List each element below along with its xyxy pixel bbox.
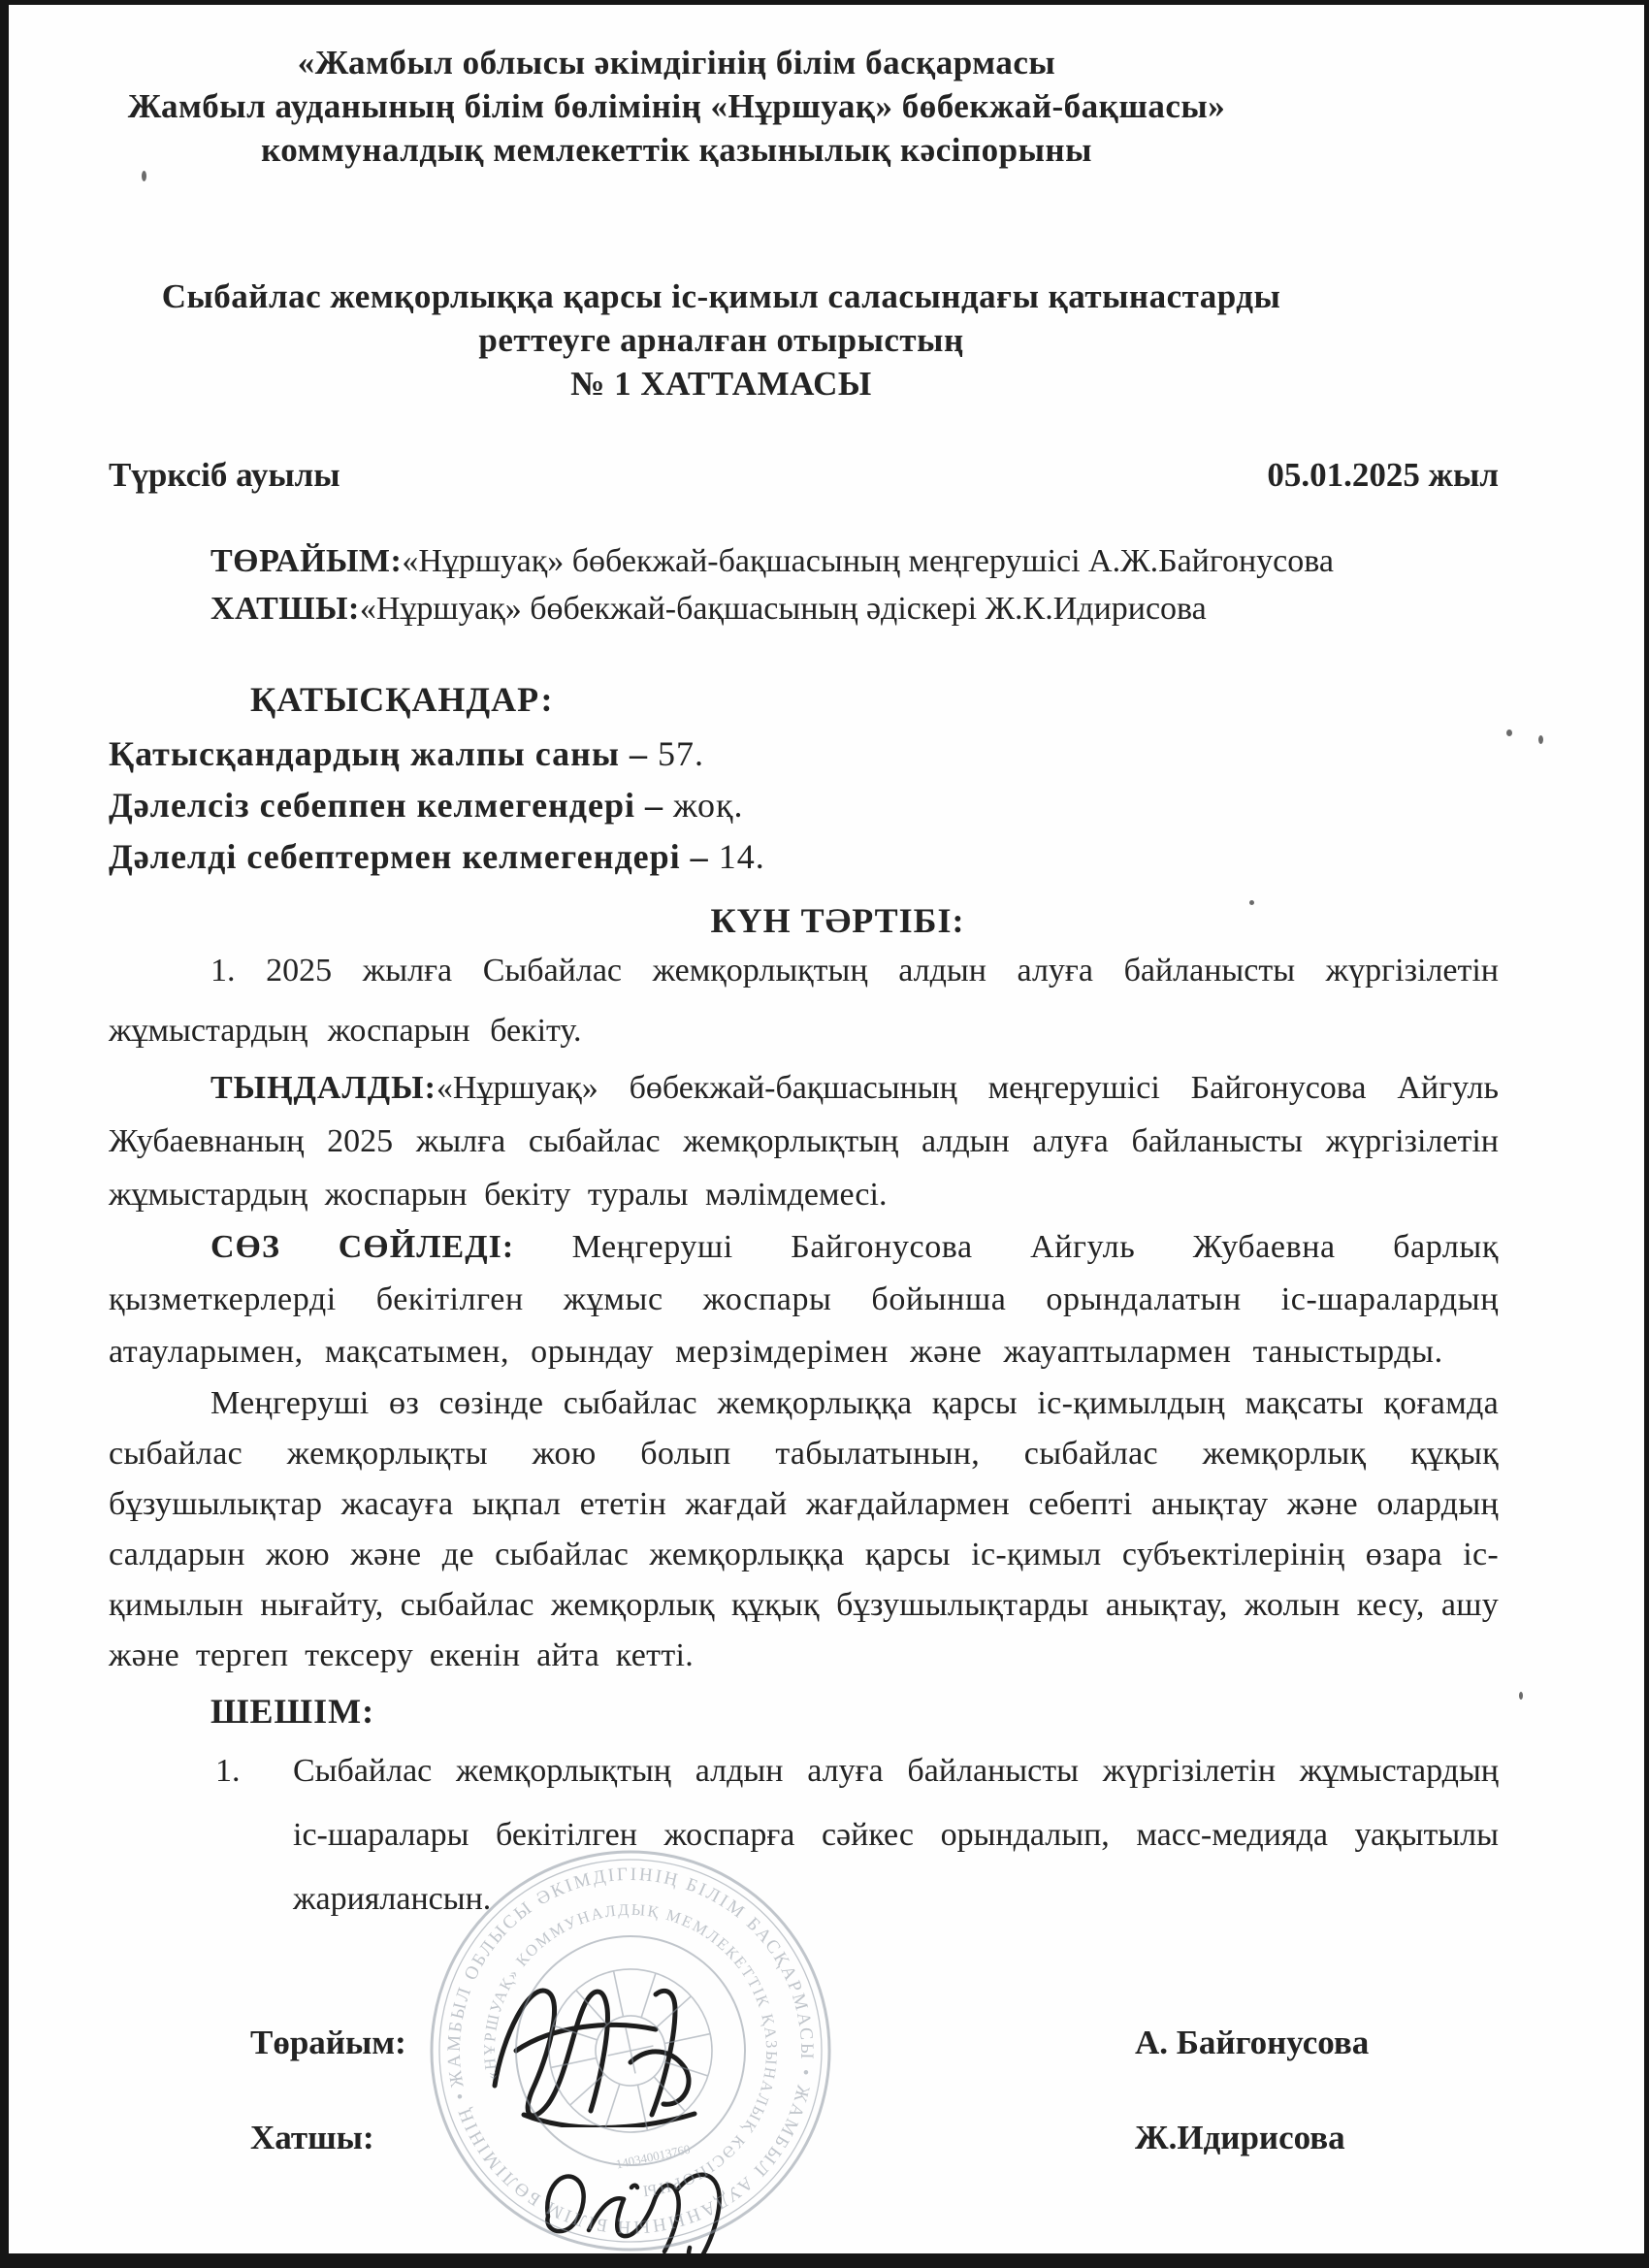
participants-total-row (109, 729, 1499, 780)
scan-edge-bottom (0, 2253, 1649, 2268)
heard-label: ТЫҢДАЛДЫ: (210, 1070, 436, 1106)
scan-artifact (1249, 900, 1254, 905)
chair-row (210, 537, 1499, 585)
title-line: № 1 ХАТТАМАСЫ (570, 365, 872, 403)
chair-label: ТӨРАЙЫМ: (210, 543, 403, 579)
title-line: реттеуге арналған отырыстың (478, 321, 964, 359)
secretary-row (210, 585, 1499, 632)
scan-edge-top (0, 0, 1649, 5)
secretary-sign-name: Ж.Идирисова (1135, 2119, 1345, 2156)
secretary-label: ХАТШЫ: (210, 591, 360, 627)
spoke-paragraph-2: Меңгеруші өз сөзінде сыбайлас жемқорлыққа қарсы іс-қимылдың мақсаты қоғамда сыбайлас жемқорлықты жою болып табылатынын, сыбайлас жемқорлық құқық бұзушылықтар жасауға ықпал ететін жағдай жағдайлармен себепті анықтау және олардың салдарын жою және де сыбайлас жемқорлыққа қарсы іс-қимыл субъектілерінің өзара іс-қимылын нығайту, сыбайлас жемқорлық құқық бұзушылықтарды анықтау, жолын кесу, ашу және тергеп тексеру екенін айта кетті. (109, 1385, 1499, 1673)
participant-value: 57. (657, 734, 704, 773)
secretary-signature-scribble (529, 2147, 761, 2263)
officials-block (109, 537, 1499, 632)
spoke-text: Меңгеруші Байгонусова Айгуль Жубаевна барлық қызметкерлерді бекітілген жұмыс жоспары бойынша орындалатын іс-шаралардың атауларымен, мақсатымен, орындау мерзімдерімен және жауаптылармен таныстырды. (109, 1229, 1499, 1370)
spoke-paragraph (109, 1221, 1499, 1378)
place-date-row (109, 456, 1499, 495)
participants-absent-excused-row (109, 831, 1499, 883)
participant-label: Қатысқандардың жалпы саны – (109, 734, 648, 773)
chair-sign-name: А. Байгонусова (1135, 2024, 1370, 2061)
org-line: коммуналдық мемлекеттік қазынылық кәсіпорыны (261, 131, 1092, 169)
protocol-date: 05.01.2025 жыл (1267, 456, 1499, 494)
stamp-ring-outer-text: ЖАМБЫЛ ОБЛЫСЫ ӘКІМДІГІНІҢ БІЛІМ БАСҚАРМАСЫ • ЖАМБЫЛ АУДАНЫНЫҢ БІЛІМ БӨЛІМІНІҢ • (443, 1863, 818, 2238)
agenda-item-text: 2025 жылға Сыбайлас жемқорлықтың алдын алуға байланысты жүргізілетін жұмыстардың жоспарын бекіту. (109, 953, 1500, 1049)
decision-item-text: Сыбайлас жемқорлықтың алдын алуға байланысты жүргізілетін жұмыстардың іс-шаралары бекітілген жоспарға сәйкес орындалып, масс-медияда уақытылы жариялансын. (293, 1753, 1499, 1917)
org-line: Жамбыл ауданының білім бөлімінің «Нұршуақ» бөбекжай-бақшасы» (127, 87, 1226, 125)
heard-text: «Нұршуақ» бөбекжай-бақшасының меңгерушісі Байгонусова Айгуль Жубаевнаның 2025 жылға сыбайлас жемқорлықтың алдын алуға байланысты жүргізілетін жұмыстардың жоспарын бекіту туралы мәлімдемесі. (109, 1070, 1499, 1213)
participant-label: Дәлелсіз себеппен келмегендері – (109, 786, 663, 825)
agenda-heading: КҮН ТӘРТІБІ: (710, 901, 965, 940)
decision-item (109, 1739, 1499, 1931)
scan-edge-right (1644, 0, 1649, 2268)
organization-header (109, 41, 1245, 172)
agenda-item-number: 1. (210, 953, 236, 988)
secretary-text: «Нұршуақ» бөбекжай-бақшасының әдіскері Ж.К.Идирисова (359, 591, 1207, 627)
place-name: Түрксіб ауылы (109, 456, 340, 494)
participant-value: 14. (718, 837, 765, 876)
scan-artifact (1538, 735, 1543, 744)
participants-list (109, 729, 1499, 883)
scan-artifact (1506, 729, 1512, 736)
agenda-item (109, 941, 1499, 1061)
org-line: «Жамбыл облысы әкімдігінің білім басқармасы (297, 44, 1056, 81)
secretary-sign-label: Хатшы: (250, 2119, 374, 2156)
chair-text: «Нұршуақ» бөбекжай-бақшасының меңгерушісі А.Ж.Байгонусова (402, 543, 1334, 579)
participant-label: Дәлелді себептермен келмегендері – (109, 837, 709, 876)
participant-value: жоқ. (673, 786, 744, 825)
protocol-title (109, 275, 1334, 405)
spoke-label: СӨЗ СӨЙЛЕДІ: (210, 1229, 515, 1265)
chair-signature-scribble (464, 1967, 755, 2127)
stamp-ring-inner-text: «НҰРШУАҚ» КОММУНАЛДЫҚ МЕМЛЕКЕТТІК ҚАЗЫНАЛЫҚ КӘСІПОРНЫ (479, 1899, 782, 2201)
scan-artifact (142, 171, 146, 181)
chair-sign-label: Төрайым: (250, 2024, 406, 2061)
title-line: Сыбайлас жемқорлыққа қарсы іс-қимыл саласындағы қатынастарды (161, 277, 1281, 315)
participants-absent-unexcused-row (109, 780, 1499, 831)
participants-heading: ҚАТЫСҚАНДАР: (250, 680, 554, 719)
heard-paragraph (109, 1061, 1499, 1221)
decision-heading: ШЕШІМ: (210, 1692, 375, 1731)
stamp-registration-number: 140340013760 (614, 2141, 692, 2172)
scan-edge-left (0, 0, 9, 2268)
scan-artifact (1519, 1692, 1523, 1700)
decision-item-number: 1. (215, 1753, 241, 1789)
